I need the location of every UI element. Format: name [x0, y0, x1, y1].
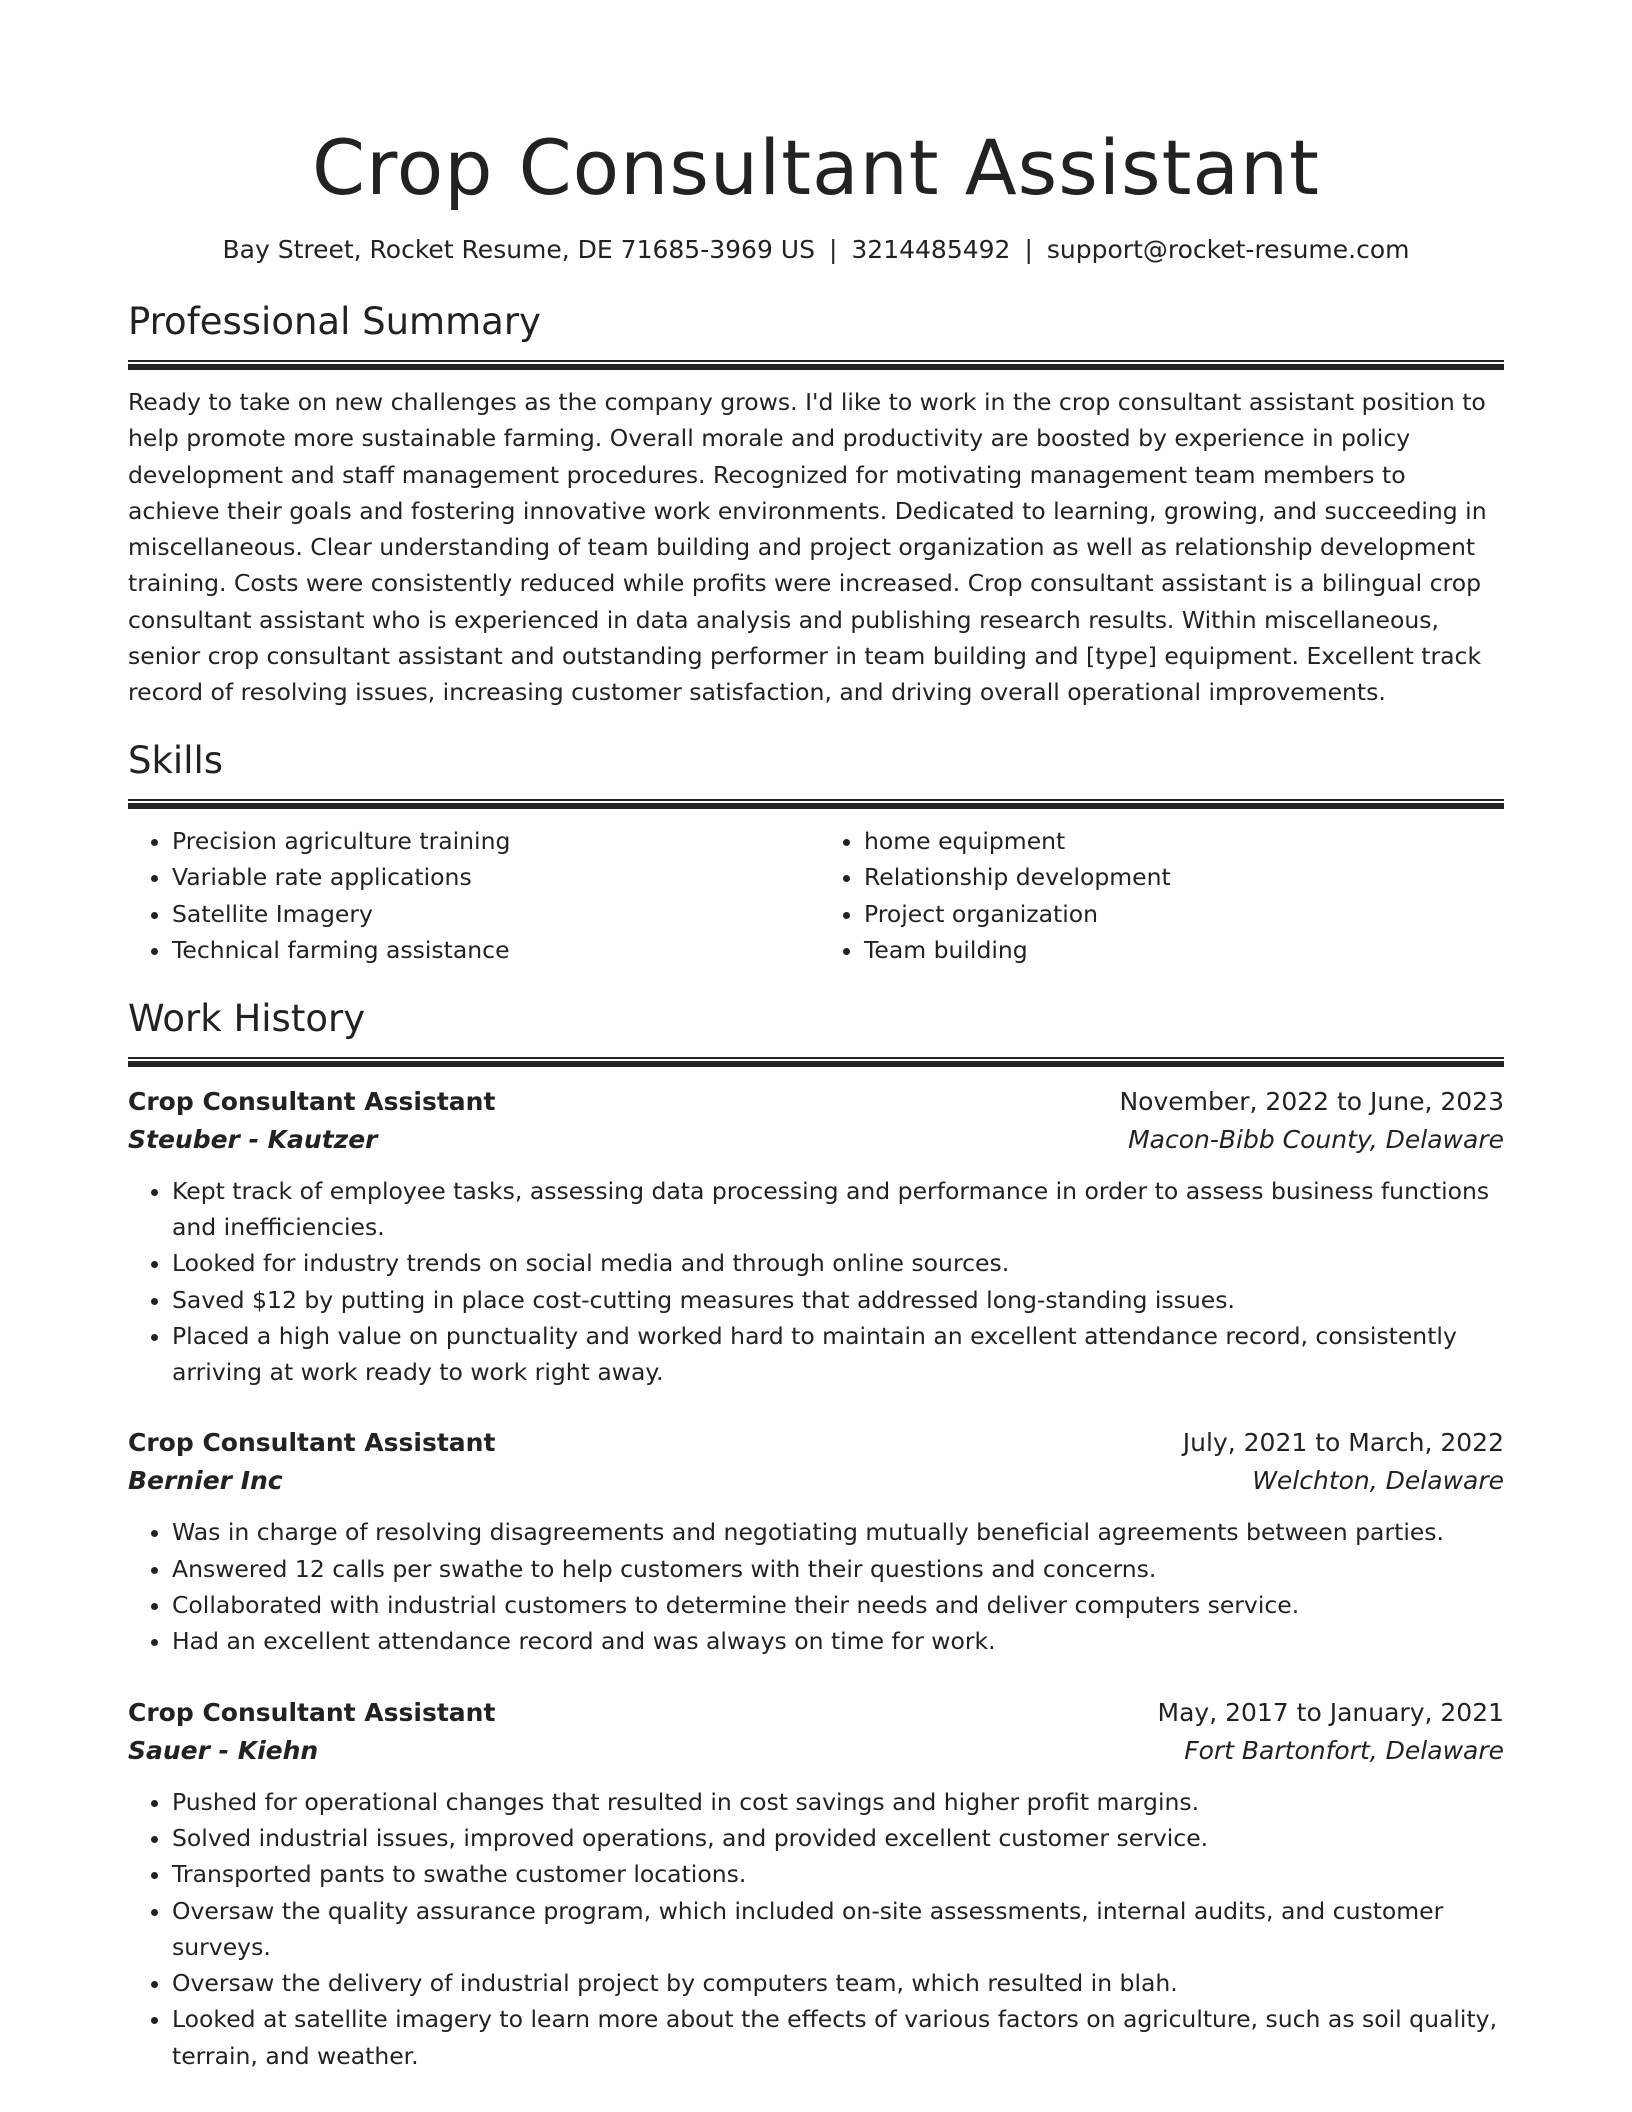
- contact-address: Bay Street, Rocket Resume, DE 71685-3969 US: [222, 235, 815, 264]
- skills-list-right: [816, 823, 1504, 969]
- job-subheader-row: [128, 1732, 1504, 1770]
- job-subheader-row: [128, 1121, 1504, 1159]
- job-bullet: • Placed a high value on punctuality and worked hard to maintain an excellent attendance record, consistently arriving at work ready to work right away.: [172, 1318, 1504, 1391]
- job-company: Steuber - Kautzer: [128, 1124, 378, 1154]
- skill-item: • home equipment: [864, 823, 1504, 860]
- job-bullets: [128, 1784, 1504, 2074]
- skill-item: • Relationship development: [864, 859, 1504, 896]
- skill-item: • Satellite Imagery: [172, 896, 816, 933]
- job-title: Crop Consultant Assistant: [128, 1428, 496, 1458]
- job-subheader-row: [128, 1462, 1504, 1500]
- skills-columns: [128, 823, 1504, 969]
- skill-item: • Project organization: [864, 896, 1504, 933]
- job-header-row: [128, 1083, 1504, 1121]
- contact-separator: |: [828, 235, 838, 264]
- job-location: Macon-Bibb County, Delaware: [1128, 1124, 1504, 1154]
- job-bullets: [128, 1173, 1504, 1391]
- job-bullet: • Saved $12 by putting in place cost-cutting measures that addressed long-standing issues.: [172, 1282, 1504, 1318]
- contact-phone: 3214485492: [851, 235, 1011, 264]
- job-entry: [128, 1694, 1504, 2074]
- job-bullet: • Solved industrial issues, improved operations, and provided excellent customer service.: [172, 1820, 1504, 1856]
- summary-text: Ready to take on new challenges as the company grows. I'd like to work in the crop consultant assistant position to help promote more sustainable farming. Overall morale and productivity are boosted by experience in policy development and staff management procedures. Recognized for motivating management team members to achieve their goals and fostering innovative work environments. Dedicated to learning, growing, and succeeding in miscellaneous. Clear understanding of team building and project organization as well as relationship development training. Costs were consistently reduced while profits were increased. Crop consultant assistant is a bilingual crop consultant assistant who is experienced in data analysis and publishing research results. Within miscellaneous, senior crop consultant assistant and outstanding performer in team building and [type] equipment. Excellent track record of resolving issues, increasing customer satisfaction, and driving overall operational improvements.: [128, 388, 1487, 707]
- job-bullet: • Looked for industry trends on social media and through online sources.: [172, 1245, 1504, 1281]
- skills-section: [128, 737, 1504, 969]
- job-dates: May, 2017 to January, 2021: [1157, 1697, 1504, 1727]
- job-location: Welchton, Delaware: [1252, 1466, 1504, 1496]
- contact-line: [128, 232, 1504, 268]
- work-history-section: [128, 995, 1504, 2074]
- job-bullet: • Kept track of employee tasks, assessing data processing and performance in order to assess business functions and inefficiencies.: [172, 1173, 1504, 1246]
- job-title: Crop Consultant Assistant: [128, 1086, 496, 1116]
- job-bullet: • Was in charge of resolving disagreements and negotiating mutually beneficial agreements between parties.: [172, 1514, 1504, 1550]
- job-bullet: • Collaborated with industrial customers to determine their needs and deliver computers service.: [172, 1587, 1504, 1623]
- job-entry: [128, 1083, 1504, 1391]
- job-bullet: • Looked at satellite imagery to learn more about the effects of various factors on agriculture, such as soil quality, terrain, and weather.: [172, 2001, 1504, 2074]
- section-divider: [128, 799, 1504, 809]
- contact-separator: |: [1024, 235, 1033, 264]
- job-title: Crop Consultant Assistant: [128, 1697, 496, 1727]
- job-company: Sauer - Kiehn: [128, 1735, 319, 1765]
- contact-email: support@rocket-resume.com: [1046, 235, 1410, 264]
- job-entry: [128, 1424, 1504, 1659]
- section-title-summary: Professional Summary: [128, 300, 541, 343]
- job-header-row: [128, 1694, 1504, 1732]
- job-header-row: [128, 1424, 1504, 1462]
- job-company: Bernier Inc: [128, 1466, 283, 1496]
- resume-name: Crop Consultant Assistant: [312, 123, 1320, 212]
- job-dates: July, 2021 to March, 2022: [1182, 1428, 1504, 1458]
- job-bullet: • Answered 12 calls per swathe to help customers with their questions and concerns.: [172, 1551, 1504, 1587]
- skills-list-left: [128, 823, 816, 969]
- job-bullet: • Had an excellent attendance record and was always on time for work.: [172, 1623, 1504, 1659]
- skill-item: • Team building: [864, 932, 1504, 969]
- job-bullet: • Oversaw the delivery of industrial project by computers team, which resulted in blah.: [172, 1965, 1504, 2001]
- job-bullet: • Oversaw the quality assurance program, which included on-site assessments, internal audits, and customer surveys.: [172, 1893, 1504, 1966]
- section-title-skills: Skills: [128, 738, 224, 782]
- job-bullet: • Transported pants to swathe customer locations.: [172, 1856, 1504, 1892]
- section-title-work-history: Work History: [128, 996, 366, 1040]
- summary-section: [128, 298, 1504, 711]
- skill-item: • Variable rate applications: [172, 859, 816, 896]
- job-bullet: • Pushed for operational changes that resulted in cost savings and higher profit margins.: [172, 1784, 1504, 1820]
- job-bullets: [128, 1514, 1504, 1659]
- job-dates: November, 2022 to June, 2023: [1119, 1086, 1504, 1116]
- section-divider: [128, 360, 1504, 370]
- skill-item: • Technical farming assistance: [172, 932, 816, 969]
- job-location: Fort Bartonfort, Delaware: [1184, 1735, 1504, 1765]
- skill-item: • Precision agriculture training: [172, 823, 816, 860]
- section-divider: [128, 1057, 1504, 1067]
